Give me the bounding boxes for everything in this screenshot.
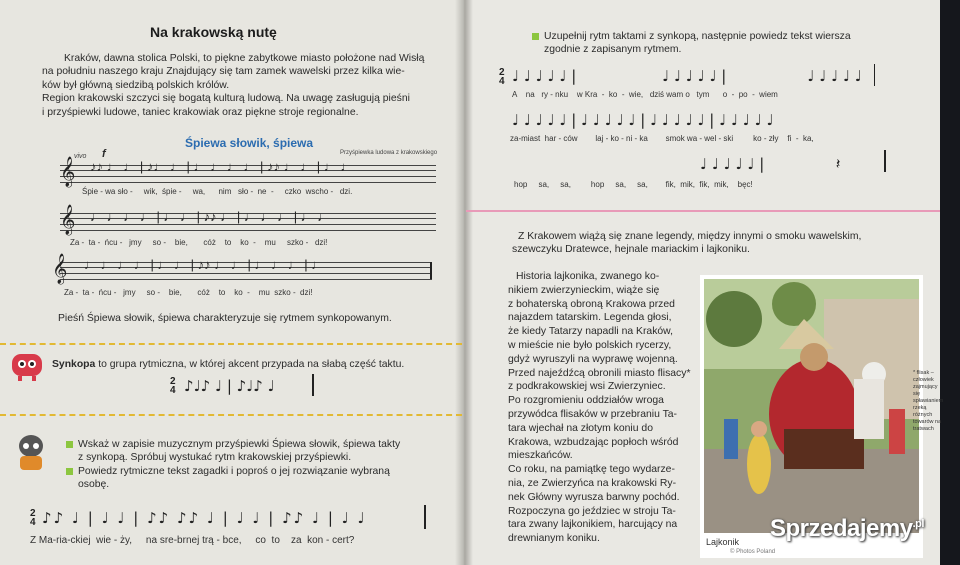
lajkonik-photo bbox=[704, 279, 919, 533]
syncopa-rhythm: ♪♩♪ ♩ | ♪♩♪ ♩ bbox=[184, 377, 280, 395]
song-source: Przyśpiewka ludowa z krakowskiego bbox=[340, 150, 438, 156]
history-line: najazdem tatarskim. Legenda głosi, bbox=[508, 312, 672, 324]
time-sig-top: 2 bbox=[30, 508, 36, 519]
barline bbox=[874, 64, 875, 86]
legends-paragraph bbox=[512, 230, 932, 257]
history-line: tara wjechał na złotym koniu do bbox=[508, 422, 653, 434]
final-barline bbox=[424, 505, 426, 529]
task-2 bbox=[66, 465, 456, 478]
poem-line-3: hop sa, sa, hop sa, sa, fik, mik, fik, mik, bęc! bbox=[514, 180, 753, 189]
treble-clef-icon: 𝄞 bbox=[52, 253, 68, 283]
history-line: z podkrakowskiej wsi Zwierzyniec. bbox=[508, 381, 666, 393]
history-line: z bohaterską obroną Krakowa przed bbox=[508, 298, 675, 310]
history-line: przywódca flisaków w przebraniu Ta- bbox=[508, 408, 678, 420]
divider-dashed bbox=[0, 414, 462, 416]
song-lyrics-3: Za - ta - ńcu - jmy so - bie, cóż to ko - mu szko - dzi! bbox=[64, 288, 313, 297]
history-line: nek Główny wyrusza barwny pochód. bbox=[508, 491, 680, 503]
rhythm-task-line bbox=[532, 30, 922, 43]
lajkonik-history bbox=[508, 270, 698, 546]
history-line: Rozpoczyna go jeździec w stroju Ta- bbox=[508, 505, 676, 517]
mascot-icon bbox=[8, 350, 48, 382]
poem-line-1: A na ry - nku w Kra - ko - wie, dziś wam o tym o - po - wiem bbox=[512, 90, 778, 99]
intro-line: ków był główną siedzibą polskich królów. bbox=[42, 79, 230, 91]
bullet-icon bbox=[66, 468, 73, 475]
intro-line: Kraków, dawna stolica Polski, to piękne zabytkowe miasto położone nad Wisłą bbox=[64, 53, 425, 64]
history-line: tara zwany lajkonikiem, harcujący na bbox=[508, 519, 678, 531]
final-barline bbox=[884, 150, 886, 172]
song-title: Śpiewa słowik, śpiewa bbox=[185, 136, 314, 150]
bullet-icon bbox=[532, 33, 539, 40]
syncopa-term: Synkopa bbox=[52, 359, 96, 370]
history-line: w mieście nie było polskich rycerzy, bbox=[508, 339, 672, 351]
page-title: Na krakowską nutę bbox=[150, 24, 277, 40]
final-barline bbox=[312, 374, 314, 396]
poem-line-2: za-miast har - ców laj - ko - ni - ka smok wa - wel - ski ko - zły fi - ka, bbox=[510, 134, 814, 143]
syncopa-def-text: to grupa rytmiczna, w której akcent przypada na słabą część taktu. bbox=[95, 359, 405, 370]
watermark-main: Sprzedajemy bbox=[770, 515, 913, 542]
time-sig-bottom: 4 bbox=[499, 76, 505, 87]
task-1 bbox=[66, 438, 456, 451]
poem-rhythm-3: ♩ ♩ ♩ ♩ ♩ | 𝄽 bbox=[700, 155, 841, 173]
task-list bbox=[66, 438, 456, 492]
watermark-sup: .pl bbox=[912, 518, 924, 530]
table-edge bbox=[940, 0, 960, 565]
time-sig-top: 2 bbox=[170, 376, 176, 387]
time-signature bbox=[170, 377, 176, 395]
task-2-text: Powiedz rytmiczne tekst zagadki i poproś o jej rozwiązanie wybraną bbox=[78, 465, 390, 477]
rhythm-task-text: Uzupełnij rytm taktami z synkopą, następnie powiedz tekst wiersza bbox=[544, 31, 851, 42]
divider-dashed bbox=[0, 343, 462, 345]
history-line: Co roku, na pamiątkę tego wydarze- bbox=[508, 464, 675, 476]
watermark-logo bbox=[770, 515, 924, 543]
section-divider bbox=[466, 210, 940, 212]
time-sig-bottom: 4 bbox=[30, 517, 36, 528]
time-sig-top: 2 bbox=[499, 67, 505, 78]
time-signature bbox=[499, 68, 505, 86]
teacher-mascot-icon bbox=[12, 432, 50, 474]
intro-line: i przyśpiewki ludowe, taniec krakowiak oraz piękne stroje regionalne. bbox=[42, 106, 359, 118]
legends-line: szewczyku Dratewce, hejnale mariackim i lajkoniku. bbox=[512, 244, 750, 256]
flisak-footnote: * flisak – człowiek zajmujący się spławianiem rzeką różnych towarów na tratwach bbox=[913, 370, 944, 432]
song-lyrics-2: Za - ta - ńcu - jmy so - bie, cóż to ko - mu szko - dzi! bbox=[70, 238, 328, 247]
note-group: ♪♪ ♩ ♩ | ♪♩ ♩ | ♩ ♩ ♩ ♩ | ♪♪ ♩ ♩ | ♩ ♩ bbox=[90, 159, 354, 174]
intro-paragraph bbox=[42, 52, 442, 119]
rhythm-task-line-2: zgodnie z zapisanym rytmem. bbox=[544, 44, 682, 56]
note-group: ♩ ♩ ♩ ♩ | ♩ ♩ | ♪♪ ♩ ♩ | ♩ ♩ ♩ | ♩ bbox=[84, 257, 325, 272]
poem-rhythm-2: ♩ ♩ ♩ ♩ ♩ | ♩ ♩ ♩ ♩ ♩ | ♩ ♩ ♩ ♩ ♩ | ♩ ♩ ♩ ♩ ♩ bbox=[512, 111, 774, 129]
rhythm-task bbox=[532, 30, 922, 57]
note-group: ♩ ♩ ♩ ♩ | ♩ ♩ | ♪♪ ♩ | ♩ ♩ ♩ | ♩ ♩ bbox=[90, 209, 331, 224]
history-line: drewnianym koniku. bbox=[508, 533, 600, 545]
intro-line: na południu naszego kraju Znajdujący się tam zamek wawelski przez kilka wie- bbox=[42, 66, 405, 78]
song-lyrics-1: Śpie - wa sło - wik, śpie - wa, nim sło - ne - czko wscho - dzi. bbox=[82, 187, 353, 196]
intro-line: Region krakowski szczyci się bogatą kulturą ludową. Na uwagę zasługują pieśni bbox=[42, 93, 410, 105]
syncopa-definition bbox=[52, 358, 404, 371]
treble-clef-icon: 𝄞 bbox=[60, 204, 76, 234]
history-line: nia, ze Zwierzyńca na krakowski Ry- bbox=[508, 477, 677, 489]
task-2b: osobę. bbox=[78, 479, 110, 491]
poem-rhythm-1: ♩ ♩ ♩ ♩ ♩ | ♩ ♩ ♩ ♩ ♩ | ♩ ♩ ♩ ♩ ♩ bbox=[512, 67, 867, 85]
time-sig-bottom: 4 bbox=[170, 385, 176, 396]
syncope-sentence: Pieśń Śpiewa słowik, śpiewa charakteryzuje się rytmem synkopowanym. bbox=[58, 313, 392, 324]
task-1b: z synkopą. Spróbuj wystukać rytm krakowskiej przyśpiewki. bbox=[78, 452, 352, 464]
history-line: gdyż wyruszyli na wyprawę wojenną. bbox=[508, 353, 678, 365]
riddle-text: Z Ma-ria-ckiej wie - ży, na sre-brnej trą - bce, co to za kon - cert? bbox=[30, 535, 355, 546]
history-line: Po rozgromieniu oddziałów wroga bbox=[508, 395, 664, 407]
tempo-mark: vivo bbox=[74, 153, 87, 160]
legends-line: Z Krakowem wiążą się znane legendy, między innymi o smoku wawelskim, bbox=[518, 231, 862, 242]
book-gutter bbox=[455, 0, 473, 565]
photo-caption: Lajkonik bbox=[706, 537, 740, 547]
history-line: Historia lajkonika, zwanego ko- bbox=[516, 271, 660, 282]
task-1-text: Wskaż w zapisie muzycznym przyśpiewki Śpiewa słowik, śpiewa takty bbox=[78, 439, 401, 450]
history-line: Przed najeźdźcą obronili miasto flisacy* bbox=[508, 367, 691, 379]
history-line: mieszkańców. bbox=[508, 450, 573, 462]
final-barline bbox=[430, 262, 432, 279]
riddle-rhythm: ♪♪ ♩ | ♩ ♩ | ♪♪ ♪♪ ♩ | ♩ ♩ | ♪♪ ♩ | ♩ ♩ bbox=[42, 509, 374, 527]
time-signature bbox=[30, 509, 36, 527]
dynamic-mark: f bbox=[102, 148, 106, 160]
history-line: nikiem zwierzynieckim, wiąże się bbox=[508, 284, 660, 296]
history-line: Krakowa, wzbudzając popłoch wśród bbox=[508, 436, 679, 448]
treble-clef-icon: 𝄞 bbox=[60, 156, 76, 186]
photo-credit: © Photos Poland bbox=[730, 549, 776, 555]
bullet-icon bbox=[66, 441, 73, 448]
history-line: że kiedy Tatarzy napadli na Kraków, bbox=[508, 326, 673, 338]
